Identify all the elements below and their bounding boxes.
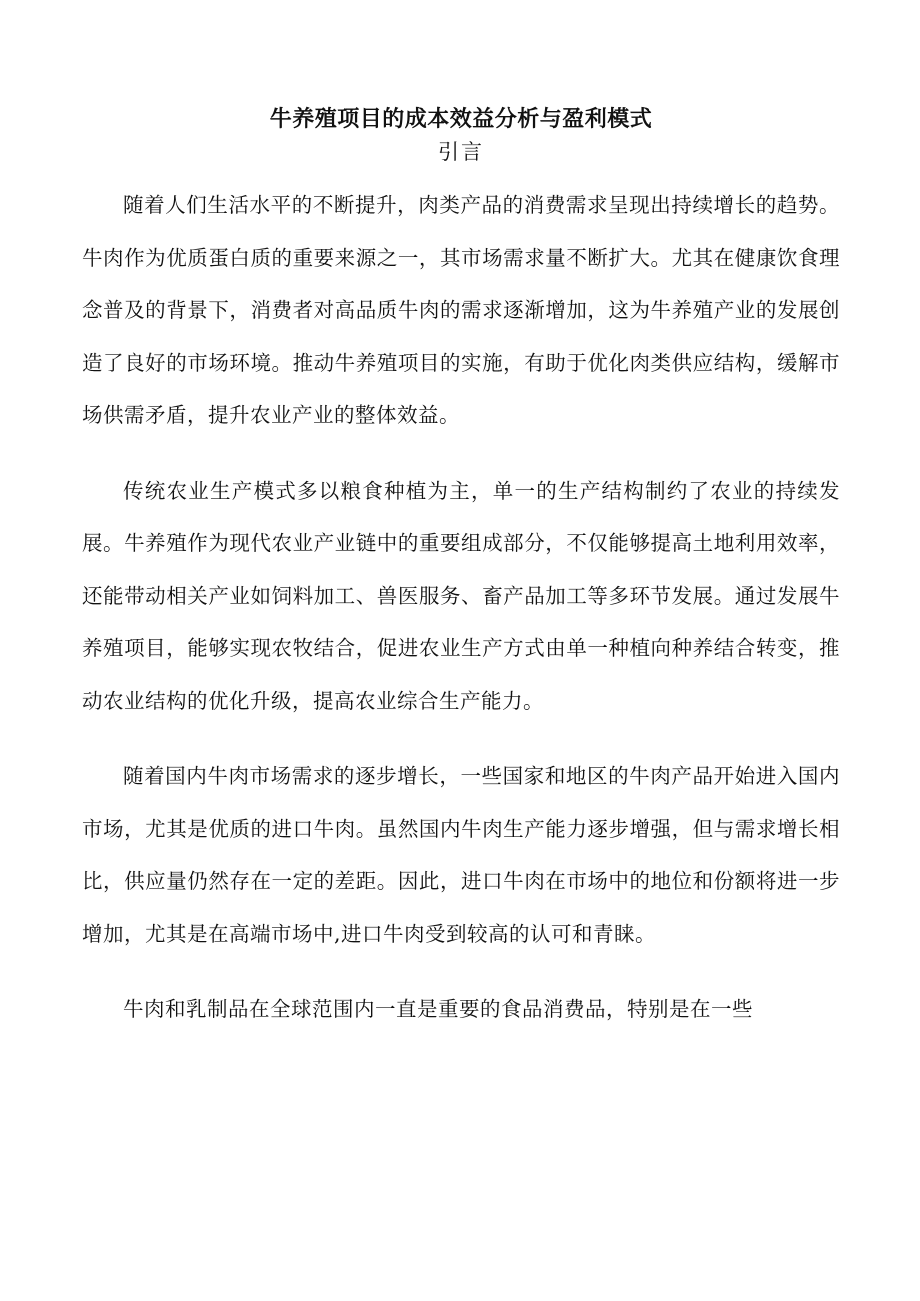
paragraph: 牛肉和乳制品在全球范围内一直是重要的食品消费品，特别是在一些 [123, 997, 753, 1021]
paragraph: 随着国内牛肉市场需求的逐步增长，一些国家和地区的牛肉产品开始进入国内市场，尤其是优质的进口牛肉。虽然国内牛肉生产能力逐步增强，但与需求增长相比，供应量仍然存在一定的差距。因此，进口牛肉在市场中的地位和份额将进一步增加，尤其是在高端市场中,进口牛肉受到较高的认可和青睐。 [82, 764, 840, 946]
document-body [82, 179, 840, 1036]
section-heading-introduction: 引言 [438, 140, 484, 164]
document-title: 牛养殖项目的成本效益分析与盈利模式 [269, 107, 653, 132]
paragraph: 随着人们生活水平的不断提升，肉类产品的消费需求呈现出持续增长的趋势。牛肉作为优质蛋白质的重要来源之一，其市场需求量不断扩大。尤其在健康饮食理念普及的背景下，消费者对高品质牛肉的需求逐渐增加，这为牛养殖产业的发展创造了良好的市场环境。推动牛养殖项目的实施，有助于优化肉类供应结构，缓解市场供需矛盾，提升农业产业的整体效益。 [82, 193, 840, 427]
paragraph: 传统农业生产模式多以粮食种植为主，单一的生产结构制约了农业的持续发展。牛养殖作为现代农业产业链中的重要组成部分，不仅能够提高土地利用效率，还能带动相关产业如饲料加工、兽医服务、畜产品加工等多环节发展。通过发展牛养殖项目，能够实现农牧结合，促进农业生产方式由单一种植向种养结合转变，推动农业结构的优化升级，提高农业综合生产能力。 [82, 478, 840, 713]
